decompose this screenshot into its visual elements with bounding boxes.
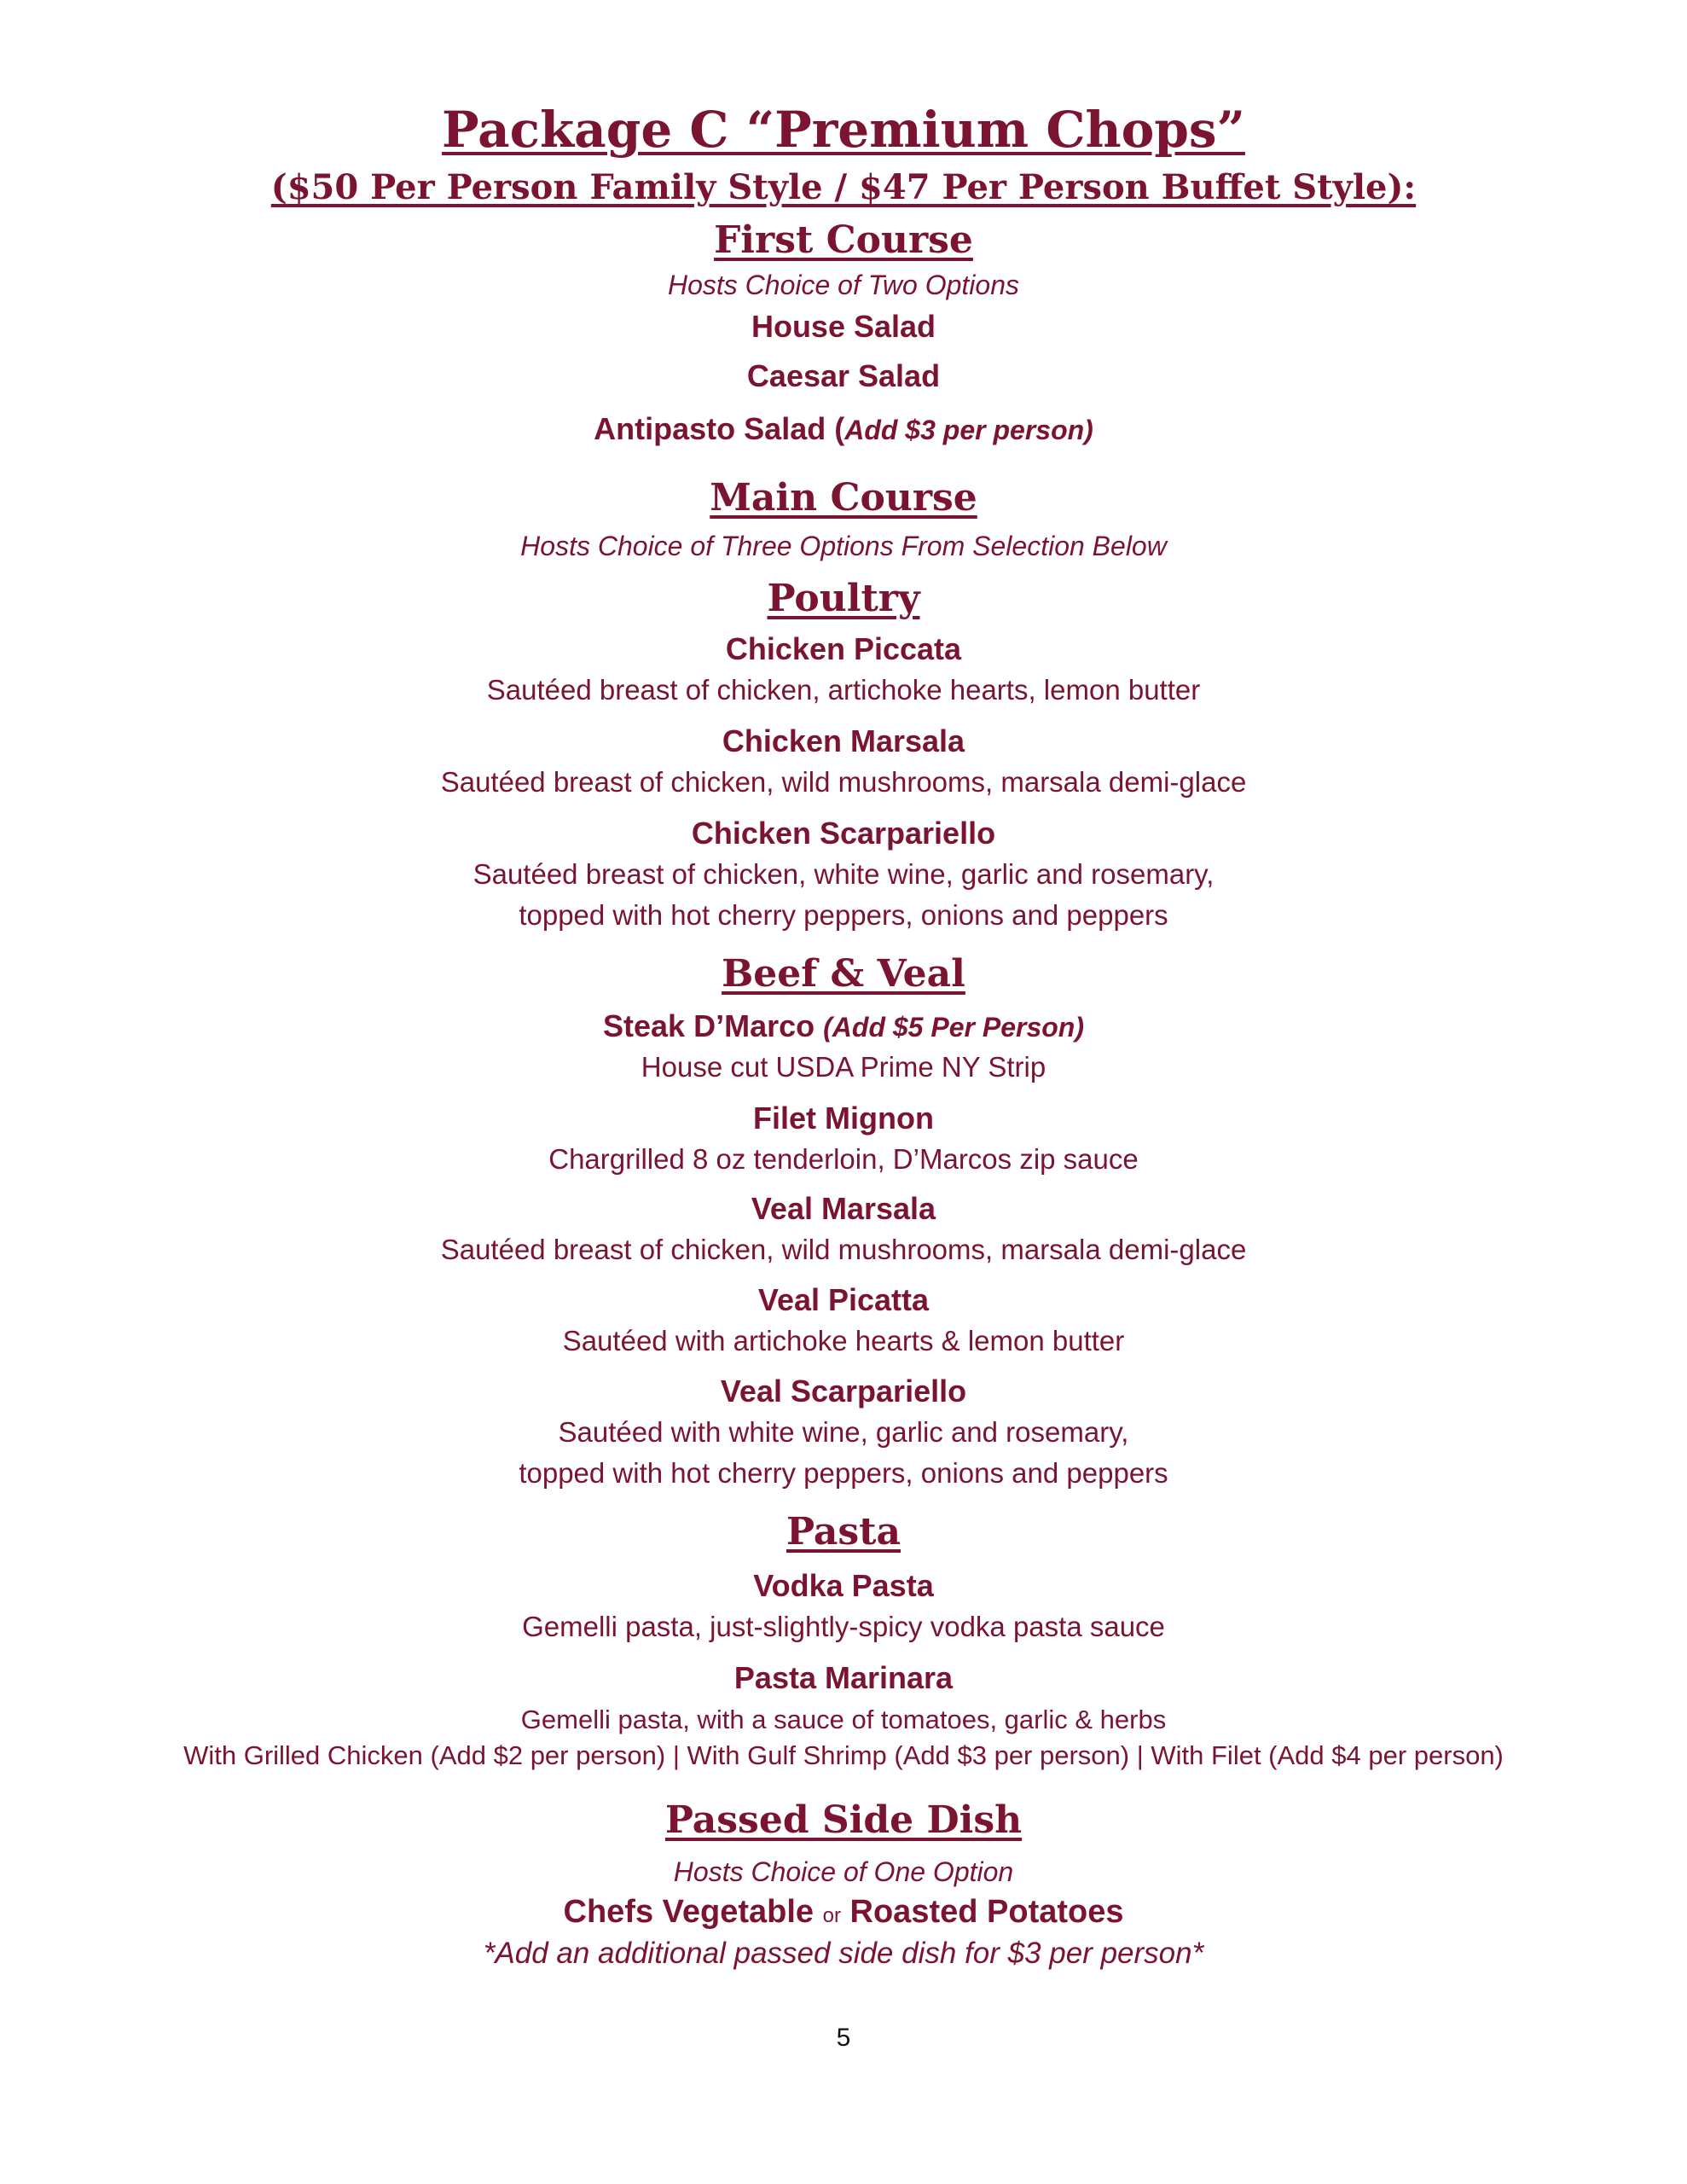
chicken-piccata-desc: Sautéed breast of chicken, artichoke hearts, lemon butter [486,674,1201,706]
antipasto-salad-name: Antipasto Salad ( [594,411,845,446]
antipasto-salad [0,411,1687,447]
steak-dmarco-desc: House cut USDA Prime NY Strip [641,1051,1046,1083]
caesar-salad: Caesar Salad [746,358,941,393]
or-text: or [822,1904,841,1927]
veal-scarpariello-desc-line1: Sautéed with white wine, garlic and rosemary, [558,1416,1129,1448]
antipasto-salad-price: Add $3 per person) [844,415,1093,445]
chicken-marsala-desc: Sautéed breast of chicken, wild mushrooms, marsala demi-glace [440,766,1247,798]
veal-picatta-desc: Sautéed with artichoke hearts & lemon butter [562,1325,1125,1356]
veal-scarpariello: Veal Scarpariello [720,1374,967,1409]
steak-dmarco-price: (Add $5 Per Person) [823,1012,1084,1043]
package-title: Package C “Premium Chops” [442,101,1245,159]
chefs-vegetable: Chefs Vegetable [563,1894,815,1930]
chicken-piccata: Chicken Piccata [725,631,962,666]
filet-mignon-desc: Chargrilled 8 oz tenderloin, D’Marcos zip sauce [548,1143,1139,1175]
house-salad: House Salad [751,309,936,344]
first-course-note: Hosts Choice of Two Options [667,270,1019,300]
main-course-note: Hosts Choice of Three Options From Selection Below [520,531,1167,561]
steak-dmarco [0,1008,1687,1044]
chicken-scarpariello: Chicken Scarpariello [691,816,996,851]
chicken-scarpariello-desc-line2: topped with hot cherry peppers, onions and peppers [519,899,1168,931]
side-dish-extra: *Add an additional passed side dish for $3 per person* [483,1937,1204,1970]
side-dish-heading: Passed Side Dish [664,1798,1023,1842]
veal-marsala-desc: Sautéed breast of chicken, wild mushrooms, marsala demi-glace [440,1234,1247,1265]
main-course-heading: Main Course [710,476,977,520]
steak-dmarco-name: Steak D’Marco [603,1008,824,1043]
package-pricing: ($50 Per Person Family Style / $47 Per Person Buffet Style): [270,167,1417,207]
side-dish-options [0,1894,1687,1931]
poultry-heading: Poultry [767,577,920,620]
veal-picatta: Veal Picatta [757,1282,930,1317]
chicken-scarpariello-desc-line1: Sautéed breast of chicken, white wine, garlic and rosemary, [472,858,1215,890]
side-dish-note: Hosts Choice of One Option [673,1856,1014,1887]
veal-marsala: Veal Marsala [751,1191,936,1226]
beef-veal-heading: Beef & Veal [722,952,965,996]
pasta-marinara-desc: Gemelli pasta, with a sauce of tomatoes, garlic & herbs [520,1705,1167,1734]
vodka-pasta-desc: Gemelli pasta, just-slightly-spicy vodka pasta sauce [522,1611,1165,1642]
filet-mignon: Filet Mignon [753,1101,934,1136]
pasta-marinara: Pasta Marinara [733,1660,954,1695]
first-course-heading: First Course [714,218,973,262]
veal-scarpariello-desc-line2: topped with hot cherry peppers, onions and peppers [519,1457,1168,1489]
chicken-marsala: Chicken Marsala [722,723,965,758]
page-number: 5 [836,2024,851,2052]
roasted-potatoes: Roasted Potatoes [849,1894,1124,1930]
pasta-heading: Pasta [786,1510,901,1554]
pasta-addons: With Grilled Chicken (Add $2 per person) | With Gulf Shrimp (Add $3 per person) | With Filet (Add $4 per person) [183,1740,1504,1770]
vodka-pasta: Vodka Pasta [753,1568,934,1603]
